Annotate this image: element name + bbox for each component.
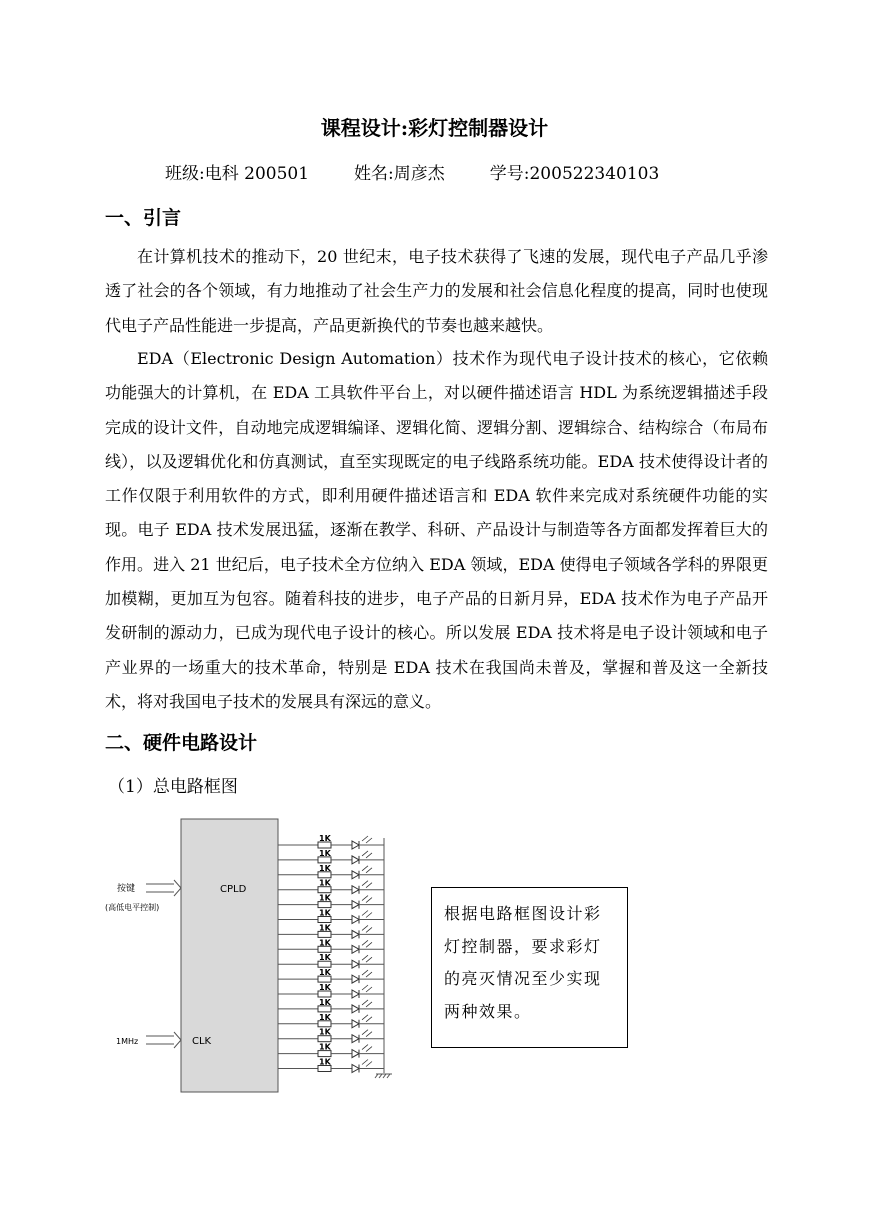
led-output-row	[278, 894, 384, 909]
subsection-heading-block-diagram: （1）总电路框图	[108, 777, 238, 797]
light-ray-icon	[362, 1030, 368, 1035]
light-ray-icon	[366, 838, 372, 843]
light-ray-icon	[362, 955, 368, 960]
led-diode-icon	[352, 1035, 359, 1043]
light-ray-icon	[362, 1015, 368, 1020]
light-ray-icon	[362, 851, 368, 856]
light-ray-icon	[366, 987, 372, 992]
resistor-label: 1K	[319, 923, 331, 933]
led-output-row	[278, 1043, 384, 1058]
light-ray-icon	[362, 881, 368, 886]
design-requirement-note: 根据电路框图设计彩灯控制器，要求彩灯的亮灭情况至少实现两种效果。	[431, 887, 628, 1048]
light-ray-icon	[366, 1017, 372, 1022]
led-diode-icon	[352, 871, 359, 879]
led-output-row	[278, 864, 384, 879]
led-diode-icon	[352, 886, 359, 894]
resistor-label: 1K	[319, 1057, 331, 1067]
light-ray-icon	[366, 1062, 372, 1067]
light-ray-icon	[366, 913, 372, 918]
led-diode-icon	[352, 1020, 359, 1028]
led-diode-icon	[352, 945, 359, 953]
light-ray-icon	[366, 942, 372, 947]
resistor-label: 1K	[319, 997, 331, 1007]
key-input-label: 按键	[117, 884, 136, 894]
light-ray-icon	[362, 896, 368, 901]
led-diode-icon	[352, 990, 359, 998]
section-heading-hardware: 二、硬件电路设计	[105, 732, 258, 754]
light-ray-icon	[366, 957, 372, 962]
resistor-label: 1K	[319, 1012, 331, 1022]
light-ray-icon	[366, 868, 372, 873]
resistor-label: 1K	[319, 908, 331, 918]
light-ray-icon	[362, 1045, 368, 1050]
light-ray-icon	[362, 836, 368, 841]
light-ray-icon	[366, 1032, 372, 1037]
paragraph-2: EDA（Electronic Design Automation）技术作为现代电子设计技术的核心，它依赖功能强大的计算机，在 EDA 工具软件平台上，对以硬件描述语言 HDL 为系统逻辑描述手段完成的设计文件，自动地完成逻辑编译、逻辑化简、逻辑分割、逻辑综合、结构综合（布局布线），以及逻辑优化和仿真测试，直至实现既定的电子线路系统功能。EDA 技术使得设计者的工作仅限于利用软件的方式，即利用硬件描述语言和 EDA 软件来完成对系统硬件功能的实现。电子 EDA 技术发展迅猛，逐渐在教学、科研、产品设计与制造等各方面都发挥着巨大的作用。进入 21 世纪后，电子技术全方位纳入 EDA 领域，EDA 使得电子领域各学科的界限更加模糊，更加互为包容。随着科技的进步，电子产品的日新月异，EDA 技术作为电子产品开发研制的源动力，已成为现代电子设计的核心。所以发展 EDA 技术将是电子设计领域和电子产业界的一场重大的技术革命，特别是 EDA 技术在我国尚未普及，掌握和普及这一全新技术，将对我国电子技术的发展具有深远的意义。	[105, 349, 768, 711]
resistor-label: 1K	[319, 983, 331, 992]
led-output-row	[278, 998, 384, 1013]
light-ray-icon	[362, 940, 368, 945]
light-ray-icon	[366, 853, 372, 858]
led-diode-icon	[352, 975, 359, 983]
led-diode-icon	[352, 916, 359, 924]
light-ray-icon	[362, 985, 368, 990]
led-output-row	[278, 1058, 384, 1073]
light-ray-icon	[362, 925, 368, 930]
led-output-row	[278, 909, 384, 924]
cpld-label: CPLD	[220, 884, 247, 895]
led-diode-icon	[352, 841, 359, 849]
class-label: 班级:电科 200501	[165, 164, 310, 184]
resistor-label: 1K	[319, 834, 331, 843]
led-output-row	[278, 1028, 384, 1043]
led-diode-icon	[352, 1065, 359, 1073]
light-ray-icon	[366, 1047, 372, 1052]
key-input-note: (高低电平控制)	[105, 903, 160, 912]
light-ray-icon	[366, 1002, 372, 1007]
led-diode-icon	[352, 856, 359, 864]
led-output-row	[278, 1013, 384, 1028]
led-output-row	[278, 923, 384, 938]
light-ray-icon	[362, 1000, 368, 1005]
paragraph-1: 在计算机技术的推动下，20 世纪末，电子技术获得了飞速的发展，现代电子产品几乎渗透了社会的各个领域，有力地推动了社会生产力的发展和社会信息化程度的提高，同时也使现代电子产品性能进一步提高，产品更新换代的节奏也越来越快。	[105, 247, 768, 335]
led-output-row	[278, 983, 384, 998]
led-output-row	[278, 834, 384, 849]
clk-pin-label: CLK	[192, 1036, 212, 1047]
doc-title: 课程设计:彩灯控制器设计	[320, 116, 549, 140]
led-diode-icon	[352, 960, 359, 968]
led-output-row	[278, 849, 384, 864]
resistor-label: 1K	[319, 968, 331, 978]
led-output-row	[278, 879, 384, 894]
light-ray-icon	[362, 970, 368, 975]
light-ray-icon	[366, 972, 372, 977]
clock-source-label: 1MHz	[116, 1037, 139, 1046]
led-diode-icon	[352, 901, 359, 909]
light-ray-icon	[366, 898, 372, 903]
resistor-label: 1K	[319, 848, 331, 858]
led-diode-icon	[352, 930, 359, 938]
cpld-chip	[181, 819, 278, 1092]
name-label: 姓名:周彦杰	[354, 164, 445, 184]
section-heading-intro: 一、引言	[105, 207, 182, 229]
resistor-label: 1K	[319, 953, 331, 963]
led-output-row	[278, 953, 384, 968]
led-diode-icon	[352, 1005, 359, 1013]
resistor-label: 1K	[319, 878, 331, 888]
light-ray-icon	[362, 1060, 368, 1065]
resistor-label: 1K	[319, 1042, 331, 1052]
light-ray-icon	[366, 883, 372, 888]
light-ray-icon	[362, 866, 368, 871]
student-id-label: 学号:200522340103	[489, 164, 660, 184]
ground-symbol-icon	[375, 1074, 392, 1078]
resistor-label: 1K	[319, 893, 331, 903]
light-ray-icon	[366, 927, 372, 932]
resistor-label: 1K	[319, 938, 331, 948]
key-input-arrow	[146, 880, 181, 896]
led-output-row	[278, 968, 384, 983]
resistor-label: 1K	[319, 863, 331, 873]
led-output-row	[278, 938, 384, 953]
clock-input-arrow	[146, 1032, 181, 1048]
led-diode-icon	[352, 1050, 359, 1058]
resistor-label: 1K	[319, 1027, 331, 1037]
light-ray-icon	[362, 911, 368, 916]
